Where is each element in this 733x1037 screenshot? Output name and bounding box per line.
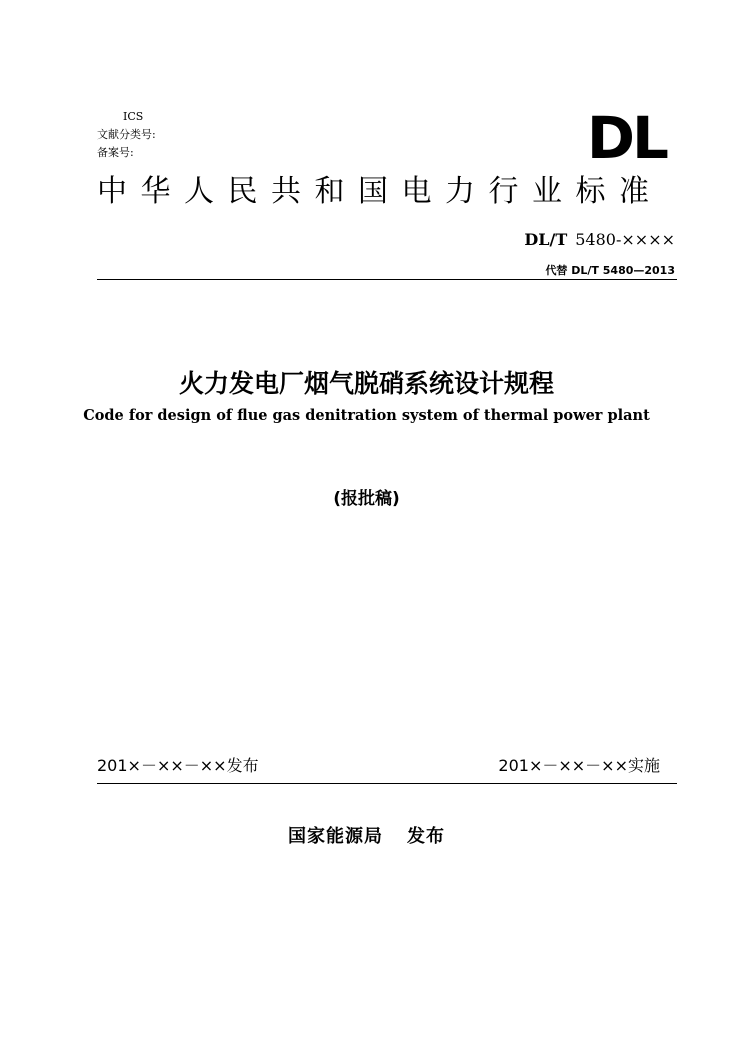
standard-code: DL/T: [524, 230, 568, 249]
issuer: [0, 822, 733, 848]
document-title-en: Code for design of flue gas denitration system of thermal power plant: [83, 407, 650, 424]
dl-logo: DL: [586, 104, 666, 172]
record-number-label: 备案号:: [97, 146, 134, 159]
replaces-standard: 代替 DL/T 5480—2013: [545, 264, 675, 277]
industry-standard-title: 中华人民共和国电力行业标准: [97, 174, 663, 209]
document-title-cn: 火力发电厂烟气脱硝系统设计规程: [178, 369, 554, 398]
standard-number-value: 5480-××××: [575, 230, 675, 249]
classification-label: 文献分类号:: [97, 128, 156, 141]
draft-status: (报批稿): [333, 489, 400, 509]
document-metadata: [97, 108, 156, 162]
standard-number: [524, 230, 675, 249]
issue-action: 发布: [407, 826, 445, 847]
implement-date: 201×－××－××实施: [498, 756, 660, 775]
publish-date: 201×－××－××发布: [97, 756, 259, 775]
ics-label: ICS: [123, 110, 144, 123]
issuing-organization: 国家能源局: [288, 826, 383, 847]
footer-divider: [97, 783, 677, 784]
header-divider: [97, 279, 677, 280]
